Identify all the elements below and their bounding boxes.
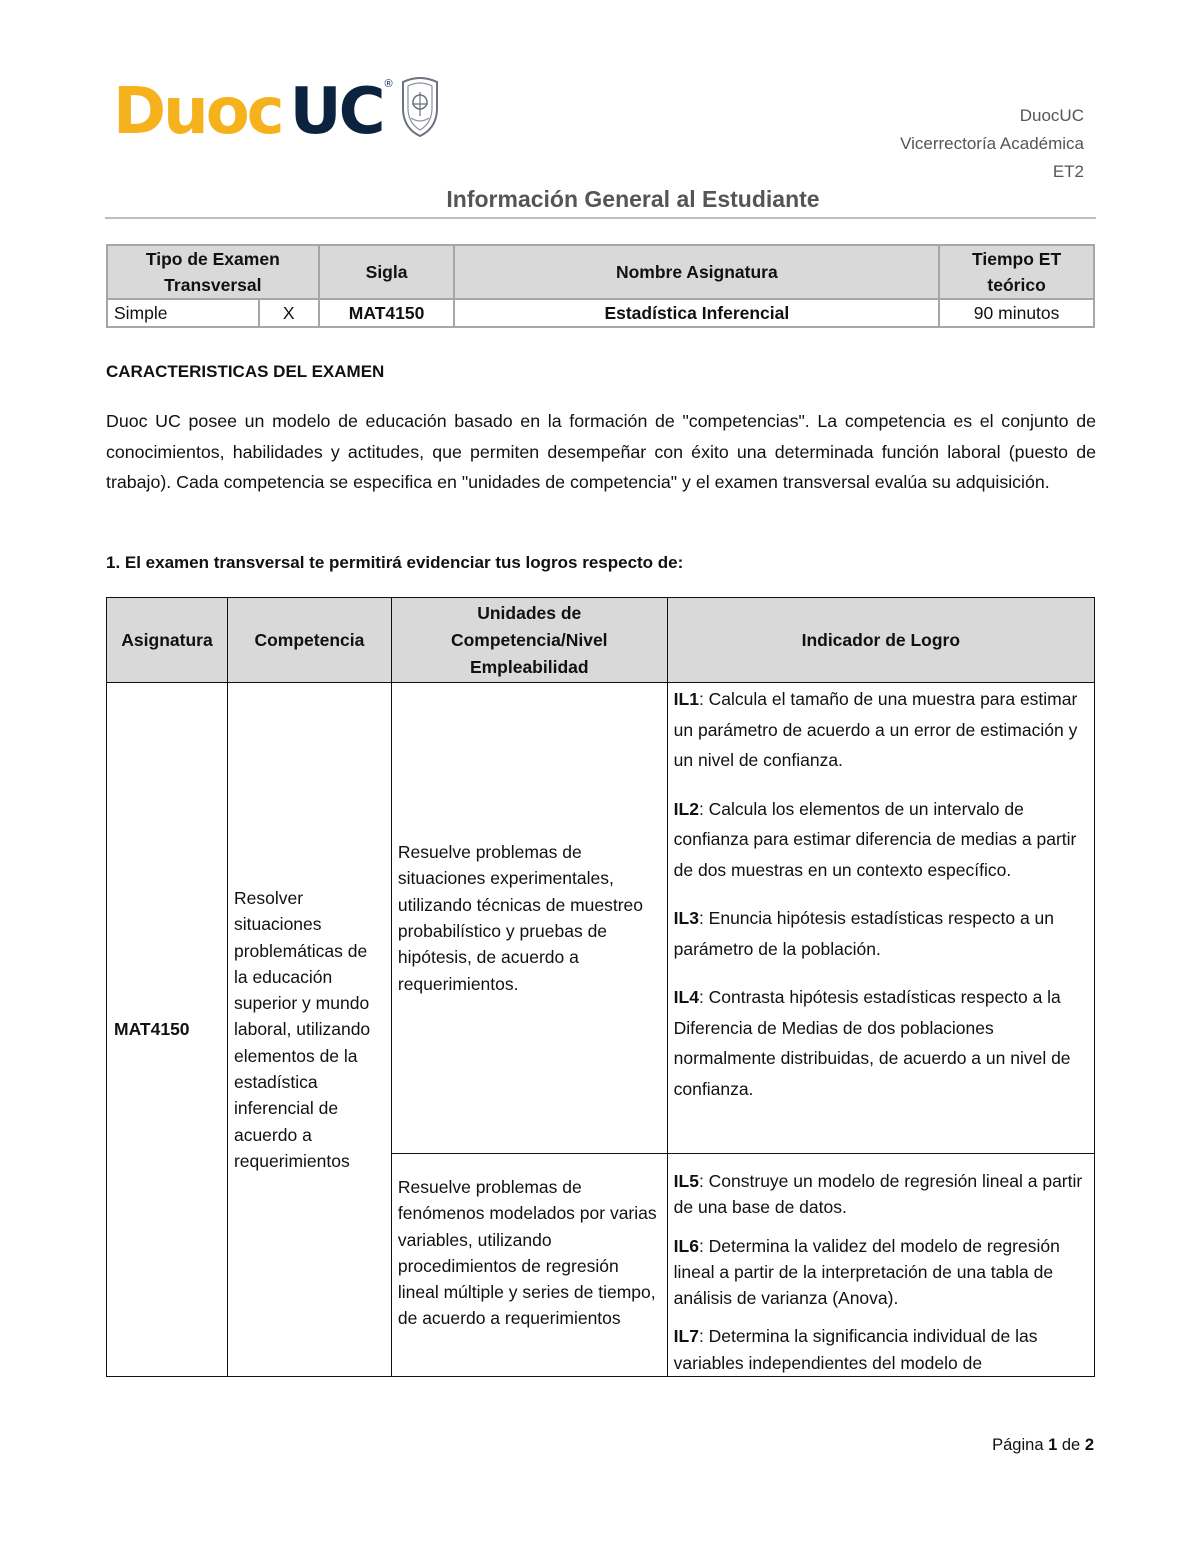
page-separator: de xyxy=(1057,1436,1085,1454)
header-unidades: Unidades de Competencia/Nivel Empleabilidad xyxy=(391,598,667,683)
header-info xyxy=(900,102,1084,186)
indicator-il1: IL1: Calcula el tamaño de una muestra para estimar un parámetro de acuerdo a un error de estimación y un nivel de confianza. xyxy=(673,689,1078,770)
page-title: Información General al Estudiante xyxy=(446,186,820,212)
cell-tipo: Simple xyxy=(107,299,259,327)
cell-unidad-2: Resuelve problemas de fenómenos modelados por varias variables, utilizando procedimientos de regresión lineal múltiple y series de tiempo, de acuerdo a requerimientos xyxy=(391,1154,667,1377)
section-heading-logros: 1. El examen transversal te permitirá evidenciar tus logros respecto de: xyxy=(106,553,684,572)
header-tipo-examen: Tipo de Examen Transversal xyxy=(107,245,319,299)
header-sigla: Sigla xyxy=(319,245,455,299)
header-tiempo: Tiempo ET teórico xyxy=(939,245,1094,299)
title-divider xyxy=(105,217,1096,219)
indicator-il5: IL5: Construye un modelo de regresión lineal a partir de una base de datos. xyxy=(673,1171,1083,1218)
header-asignatura: Asignatura xyxy=(107,598,228,683)
cell-asignatura: MAT4150 xyxy=(107,683,228,1377)
section-heading-caracteristicas: CARACTERISTICAS DEL EXAMEN xyxy=(106,362,385,381)
indicator-il2: IL2: Calcula los elementos de un intervalo de confianza para estimar diferencia de medias a partir de dos muestras en un contexto específico. xyxy=(673,798,1077,880)
page-number xyxy=(992,1436,1094,1455)
cell-nombre: Estadística Inferencial xyxy=(454,299,939,327)
logo-registered-mark: ® xyxy=(384,78,393,90)
duocuc-logo xyxy=(113,70,445,150)
header-indicador: Indicador de Logro xyxy=(667,598,1094,683)
exam-info-table xyxy=(106,244,1095,328)
indicator-il3: IL3: Enuncia hipótesis estadísticas respecto a un parámetro de la población. xyxy=(673,908,1055,959)
cell-tiempo: 90 minutos xyxy=(939,299,1094,327)
indicator-il7: IL7: Determina la significancia individual de las variables independientes del modelo de xyxy=(673,1326,1038,1373)
header-org: DuocUC xyxy=(1019,106,1084,125)
cell-indicadores-2 xyxy=(667,1154,1094,1377)
cell-competencia: Resolver situaciones problemáticas de la educación superior y mundo laboral, utilizando elementos de la estadística inferencial de acuerdo a requerimientos xyxy=(227,683,391,1377)
indicator-il6: IL6: Determina la validez del modelo de regresión lineal a partir de la interpretación de una tabla de análisis de varianza (Anova). xyxy=(673,1235,1060,1309)
table-row xyxy=(107,299,1094,327)
header-code: ET2 xyxy=(1052,162,1084,181)
page-prefix: Página xyxy=(992,1436,1049,1454)
table-row xyxy=(107,683,1095,1154)
current-page: 1 xyxy=(1048,1436,1058,1454)
cell-unidad-1: Resuelve problemas de situaciones experimentales, utilizando técnicas de muestreo probabilístico y pruebas de hipótesis, de acuerdo a requerimientos. xyxy=(391,683,667,1154)
logo-duoc-text: Duoc xyxy=(113,75,282,149)
cell-mark: X xyxy=(259,299,319,327)
header-competencia: Competencia xyxy=(227,598,391,683)
logros-table xyxy=(106,597,1095,1377)
header-dept: Vicerrectoría Académica xyxy=(900,134,1084,153)
header-nombre-asignatura: Nombre Asignatura xyxy=(454,245,939,299)
cell-indicadores-1 xyxy=(667,683,1094,1154)
university-seal-icon xyxy=(395,74,445,140)
intro-paragraph: Duoc UC posee un modelo de educación basado en la formación de "competencias". La competencia es el conjunto de conocimientos, habilidades y actitudes, que permiten desempeñar con éxito una determinada función laboral (puesto de trabajo). Cada competencia se especifica en "unidades de competencia" y el examen transversal evalúa su adquisición. xyxy=(106,411,1096,492)
logo-uc-text: UC xyxy=(289,75,383,149)
cell-sigla: MAT4150 xyxy=(319,299,455,327)
indicator-il4: IL4: Contrasta hipótesis estadísticas respecto a la Diferencia de Medias de dos poblaciones normalmente distribuidas, de acuerdo a un nivel de confianza. xyxy=(673,987,1071,1099)
total-pages: 2 xyxy=(1084,1436,1094,1454)
